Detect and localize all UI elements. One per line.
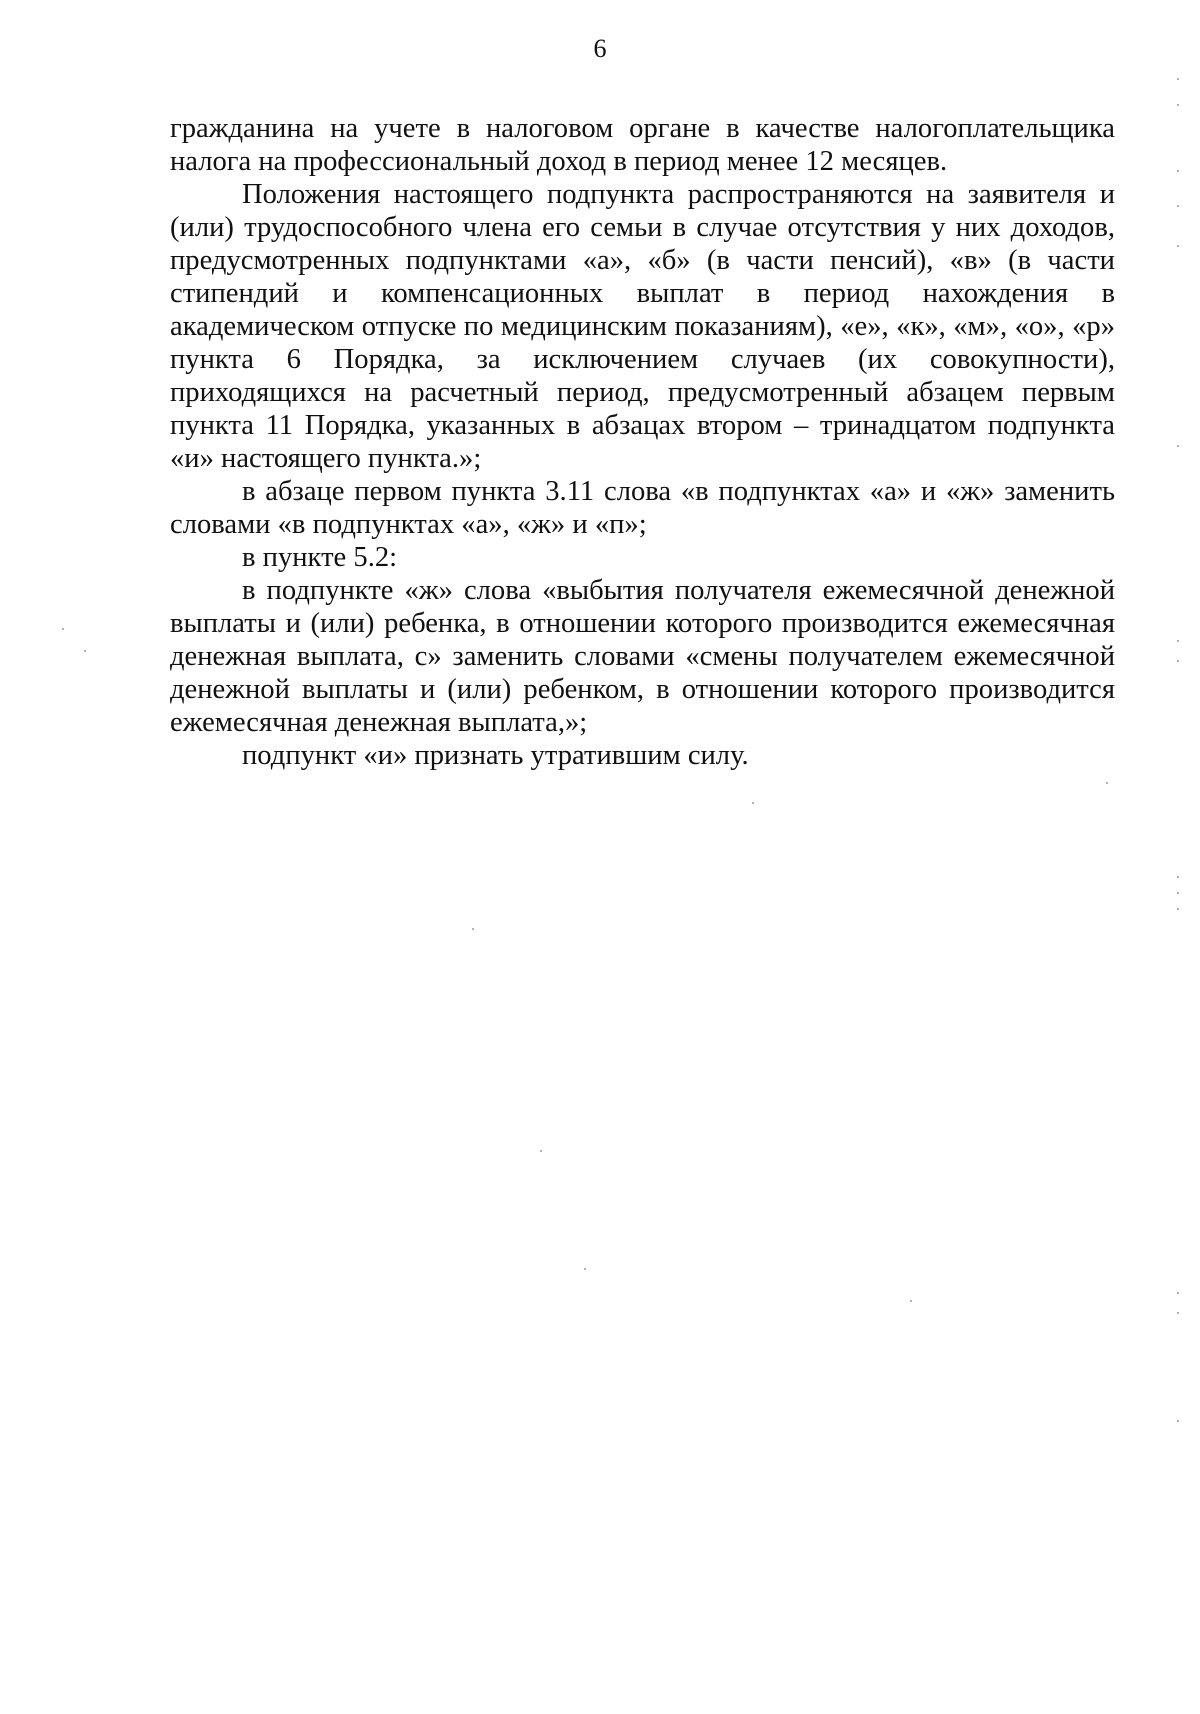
paragraph-subclause-zh: в подпункте «ж» слова «выбытия получателя ежемесячной денежной выплаты и (или) ребенка, в отношении которого производится ежемесячная денежная выплата, с» заменить словами «смены получателем ежемесячной денежной выплаты и (или) ребенком, в отношении которого производится ежемесячная денежная выплата,»; bbox=[170, 575, 1115, 738]
page-number: 6 bbox=[593, 34, 607, 63]
paragraph-clause-3-11: в абзаце первом пункта 3.11 слова «в подпунктах «а» и «ж» заменить словами «в подпунктах «а», «ж» и «п»; bbox=[170, 476, 1115, 540]
scan-speck bbox=[1106, 782, 1108, 784]
scan-speck bbox=[84, 650, 86, 652]
scan-speck bbox=[584, 1268, 586, 1270]
scan-speck bbox=[1177, 876, 1179, 878]
scan-speck bbox=[1177, 908, 1179, 910]
scan-speck bbox=[540, 1150, 542, 1152]
scan-speck bbox=[1177, 1312, 1179, 1314]
scan-speck bbox=[752, 802, 754, 804]
scan-speck bbox=[1177, 640, 1179, 642]
scan-speck bbox=[1177, 245, 1179, 247]
scan-speck bbox=[1177, 170, 1179, 172]
scan-speck bbox=[1177, 892, 1179, 894]
paragraph-subclause-i: подпункт «и» признать утратившим силу. bbox=[242, 740, 749, 771]
scan-speck bbox=[1177, 1420, 1179, 1422]
paragraph-provisions: Положения настоящего подпункта распространяются на заявителя и (или) трудоспособного члена его семьи в случае отсутствия у них доходов, предусмотренных подпунктами «а», «б» (в части пенсий), «в» (в части стипендий и компенсационных выплат в период нахождения в академическом отпуске по медицинским показаниям), «е», «к», «м», «о», «р» пункта 6 Порядка, за исключением случаев (их совокупности), приходящихся на расчетный период, предусмотренный абзацем первым пункта 11 Порядка, указанных в абзацах втором – тринадцатом подпункта «и» настоящего пункта.»; bbox=[170, 179, 1115, 474]
scan-speck bbox=[1177, 1292, 1179, 1294]
document-body bbox=[170, 112, 1115, 772]
scan-speck bbox=[1177, 104, 1179, 106]
scan-speck bbox=[1177, 205, 1179, 207]
scan-speck bbox=[472, 928, 474, 930]
scan-speck bbox=[62, 628, 64, 630]
scan-speck bbox=[910, 1300, 912, 1302]
scan-speck bbox=[1177, 78, 1179, 80]
paragraph-clause-5-2-heading: в пункте 5.2: bbox=[242, 542, 398, 573]
scan-speck bbox=[1177, 445, 1179, 447]
paragraph-continuation: гражданина на учете в налоговом органе в качестве налогоплательщика налога на профессиональный доход в период менее 12 месяцев. bbox=[170, 113, 1115, 177]
scan-speck bbox=[1177, 660, 1179, 662]
